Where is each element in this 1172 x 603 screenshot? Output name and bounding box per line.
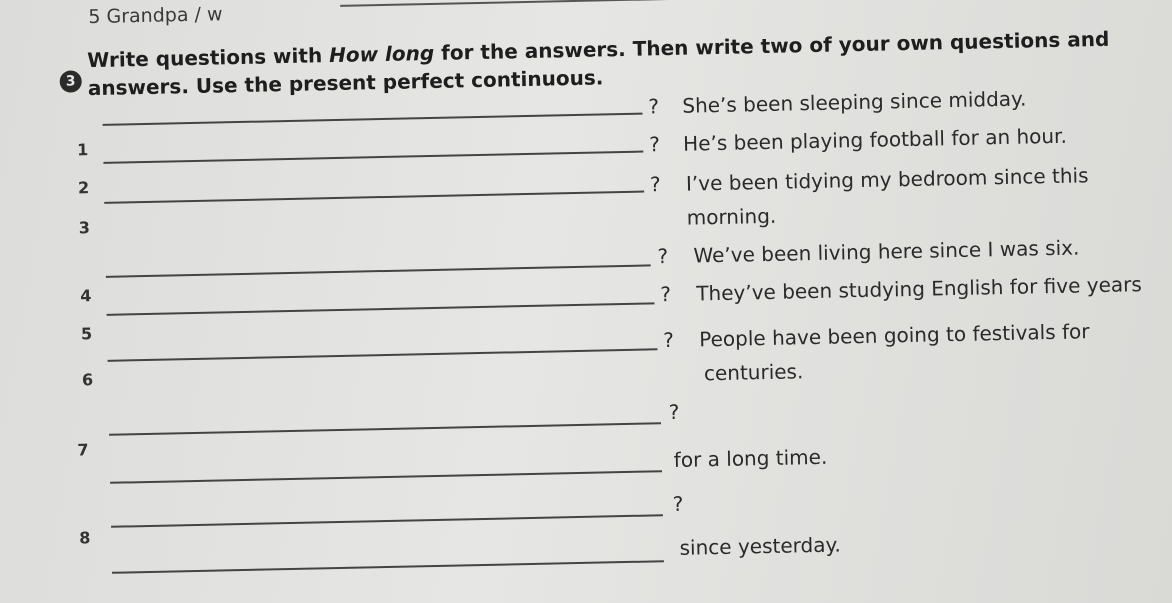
instruction-emphasis: How long bbox=[328, 40, 435, 68]
item-number: 8 bbox=[79, 528, 91, 548]
given-answer: He’s been playing football for an hour. bbox=[682, 123, 1068, 156]
given-answer-ending: for a long time. bbox=[673, 444, 828, 472]
answer-line[interactable] bbox=[104, 191, 644, 204]
previous-item-text: 5 Grandpa / w bbox=[88, 3, 223, 29]
given-answer-ending: since yesterday. bbox=[679, 532, 842, 560]
question-mark: ? bbox=[648, 94, 660, 119]
item-number: 4 bbox=[80, 286, 92, 306]
answer-line[interactable] bbox=[107, 302, 655, 315]
given-answer: People have been going to festivals for bbox=[699, 319, 1090, 352]
given-answer: They’ve been studying English for five years bbox=[696, 272, 1142, 306]
question-mark: ? bbox=[668, 399, 680, 425]
item-number: 6 bbox=[81, 370, 94, 390]
item-number: 2 bbox=[77, 178, 90, 198]
instruction-text-1: Write questions with bbox=[87, 43, 330, 73]
answer-line[interactable] bbox=[112, 560, 664, 574]
previous-item-rule bbox=[340, 0, 1150, 7]
question-mark: ? bbox=[672, 491, 684, 517]
question-mark: ? bbox=[649, 172, 661, 197]
given-answer-continued: centuries. bbox=[703, 359, 804, 386]
question-mark: ? bbox=[663, 327, 675, 353]
given-answer-continued: morning. bbox=[686, 203, 777, 230]
answer-line[interactable] bbox=[106, 264, 651, 277]
given-answer: I’ve been tidying my bedroom since this bbox=[685, 163, 1089, 196]
given-answer: We’ve been living here since I was six. bbox=[693, 235, 1080, 268]
question-line[interactable] bbox=[109, 422, 661, 436]
question-mark: ? bbox=[648, 132, 661, 157]
given-answer: She’s been sleeping since midday. bbox=[682, 86, 1027, 118]
answer-line[interactable] bbox=[108, 348, 658, 362]
exercise-number-badge: 3 bbox=[59, 70, 81, 92]
answer-line[interactable] bbox=[110, 470, 662, 484]
instruction-text-2: for the answers. Then write two of your own questions and answers. Use the present perfect continuous. bbox=[87, 26, 1110, 101]
item-number: 5 bbox=[80, 324, 93, 344]
answer-line[interactable] bbox=[103, 113, 643, 126]
item-number: 7 bbox=[77, 440, 89, 460]
question-line[interactable] bbox=[111, 514, 663, 528]
answer-line[interactable] bbox=[103, 151, 643, 164]
question-mark: ? bbox=[660, 282, 672, 307]
item-number: 1 bbox=[76, 140, 89, 160]
item-number: 3 bbox=[78, 218, 91, 238]
question-mark: ? bbox=[657, 244, 669, 269]
